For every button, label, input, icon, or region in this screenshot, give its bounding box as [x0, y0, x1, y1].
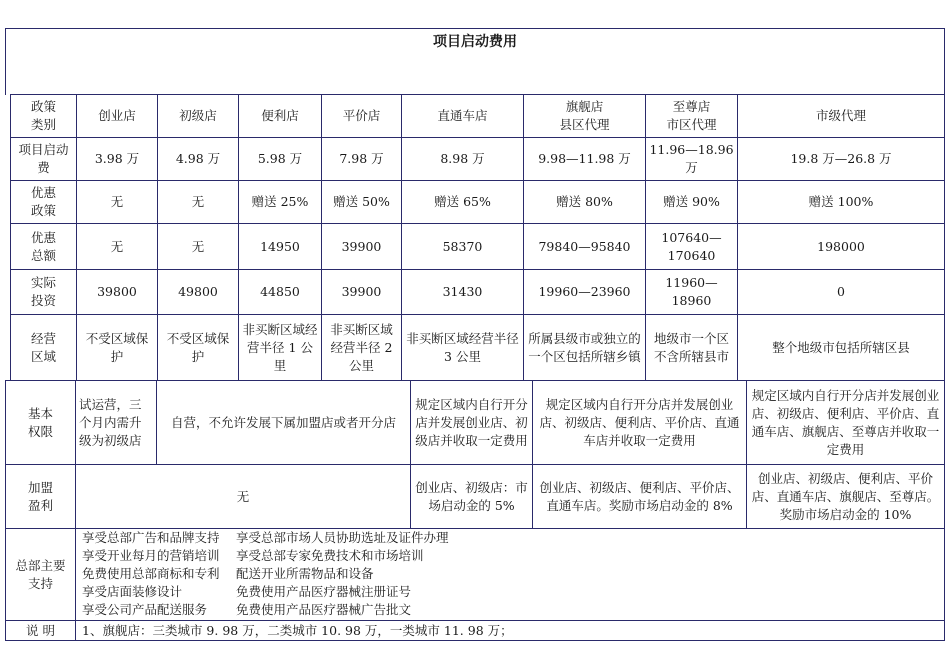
table-cell: 整个地级市包括所辖区县	[738, 315, 945, 381]
table-cell: 创业店、初级店、便利店、平价店、直通车店、旗舰店、至尊店。奖励市场启动金的 10%	[747, 465, 945, 529]
table-cell: 107640—170640	[646, 224, 738, 270]
title-box	[5, 28, 945, 95]
header-row	[11, 95, 945, 138]
table-cell: 创业店、初级店、便利店、平价店、直通车店。奖励市场启动金的 8%	[533, 465, 747, 529]
row-label: 总部主要 支持	[6, 529, 76, 621]
table-row	[11, 181, 945, 224]
table-cell: 39800	[77, 270, 158, 315]
table-cell: 自营，不允许发展下属加盟店或者开分店	[157, 381, 411, 465]
table-cell: 198000	[738, 224, 945, 270]
header-bianli: 便利店	[239, 95, 322, 138]
header-chuangye: 创业店	[77, 95, 158, 138]
row-label: 说 明	[6, 621, 76, 641]
table-cell: 不受区域保护	[77, 315, 158, 381]
row-label: 优惠 总额	[11, 224, 77, 270]
row-label: 基本 权限	[6, 381, 76, 465]
table-cell: 3.98 万	[77, 138, 158, 181]
row-label: 经营 区域	[11, 315, 77, 381]
header-zhizun: 至尊店 市区代理	[646, 95, 738, 138]
support-list	[76, 529, 945, 621]
table-cell: 无	[158, 181, 239, 224]
header-chuji: 初级店	[158, 95, 239, 138]
table-cell: 规定区域内自行开分店并发展创业店、初级店、便利店、平价店、直通车店、旗舰店、至尊店并收取一定费用	[747, 381, 945, 465]
table-cell: 赠送 25%	[239, 181, 322, 224]
table-cell: 赠送 90%	[646, 181, 738, 224]
table-cell: 7.98 万	[322, 138, 402, 181]
table-cell: 14950	[239, 224, 322, 270]
table-cell: 规定区域内自行开分店并发展创业店、初级店并收取一定费用	[411, 381, 533, 465]
table-cell: 非买断区域经营半径 2 公里	[322, 315, 402, 381]
table-cell: 8.98 万	[402, 138, 524, 181]
table-cell: 4.98 万	[158, 138, 239, 181]
table-cell: 9.98—11.98 万	[524, 138, 646, 181]
table-cell: 0	[738, 270, 945, 315]
support-table	[5, 528, 945, 641]
list-item: 享受开业每月的营销培训 享受总部专家免费技术和市场培训	[82, 548, 424, 563]
list-item: 享受店面装修设计 免费使用产品医疗器械注册证号	[82, 584, 411, 599]
header-policy: 政策 类别	[11, 95, 77, 138]
table-row	[6, 465, 945, 529]
table-row	[6, 529, 945, 621]
table-row	[11, 315, 945, 381]
table-cell: 创业店、初级店：市场启动金的 5%	[411, 465, 533, 529]
table-cell: 39900	[322, 270, 402, 315]
header-qijian: 旗舰店 县区代理	[524, 95, 646, 138]
table-cell: 79840—95840	[524, 224, 646, 270]
list-item: 享受公司产品配送服务 免费使用产品医疗器械广告批文	[82, 602, 411, 617]
table-cell: 11960—18960	[646, 270, 738, 315]
table-cell: 44850	[239, 270, 322, 315]
list-item: 享受总部广告和品牌支持 享受总部市场人员协助选址及证件办理	[82, 530, 449, 545]
table-cell: 无	[158, 224, 239, 270]
table-cell: 试运营，三个月内需升级为初级店	[76, 381, 157, 465]
row-label: 加盟 盈利	[6, 465, 76, 529]
table-cell: 19960—23960	[524, 270, 646, 315]
table-cell: 31430	[402, 270, 524, 315]
table-row	[6, 381, 945, 465]
table-cell: 规定区域内自行开分店并发展创业店、初级店、便利店、平价店、直通车店并收取一定费用	[533, 381, 747, 465]
row-label: 优惠 政策	[11, 181, 77, 224]
header-pingjia: 平价店	[322, 95, 402, 138]
list-item: 免费使用总部商标和专利 配送开业所需物品和设备	[82, 566, 374, 581]
table-cell: 11.96—18.96 万	[646, 138, 738, 181]
table-row	[11, 270, 945, 315]
table-cell: 无	[77, 181, 158, 224]
row-label: 项目启动 费	[11, 138, 77, 181]
table-cell: 地级市一个区不含所辖县市	[646, 315, 738, 381]
table-row	[6, 621, 945, 641]
table-cell: 所属县级市或独立的一个区包括所辖乡镇	[524, 315, 646, 381]
table-cell: 19.8 万—26.8 万	[738, 138, 945, 181]
table-cell: 赠送 80%	[524, 181, 646, 224]
page-title: 项目启动费用	[433, 34, 517, 50]
table-cell: 非买断区域经营半径 3 公里	[402, 315, 524, 381]
fee-table	[10, 94, 945, 381]
table-cell: 赠送 100%	[738, 181, 945, 224]
table-row	[11, 138, 945, 181]
table-cell: 5.98 万	[239, 138, 322, 181]
document-page	[5, 28, 945, 640]
header-shiji: 市级代理	[738, 95, 945, 138]
note-text: 1、旗舰店：三类城市 9. 98 万，二类城市 10. 98 万，一类城市 11. 98 万；	[76, 621, 945, 641]
table-row	[11, 224, 945, 270]
table-cell: 49800	[158, 270, 239, 315]
row-label: 实际 投资	[11, 270, 77, 315]
table-cell: 非买断区域经营半径 1 公里	[239, 315, 322, 381]
table-cell: 无	[76, 465, 411, 529]
table-cell: 赠送 65%	[402, 181, 524, 224]
table-cell: 无	[77, 224, 158, 270]
table-cell: 39900	[322, 224, 402, 270]
table-cell: 不受区域保护	[158, 315, 239, 381]
rights-table	[5, 380, 945, 529]
table-cell: 赠送 50%	[322, 181, 402, 224]
table-cell: 58370	[402, 224, 524, 270]
header-zhitong: 直通车店	[402, 95, 524, 138]
